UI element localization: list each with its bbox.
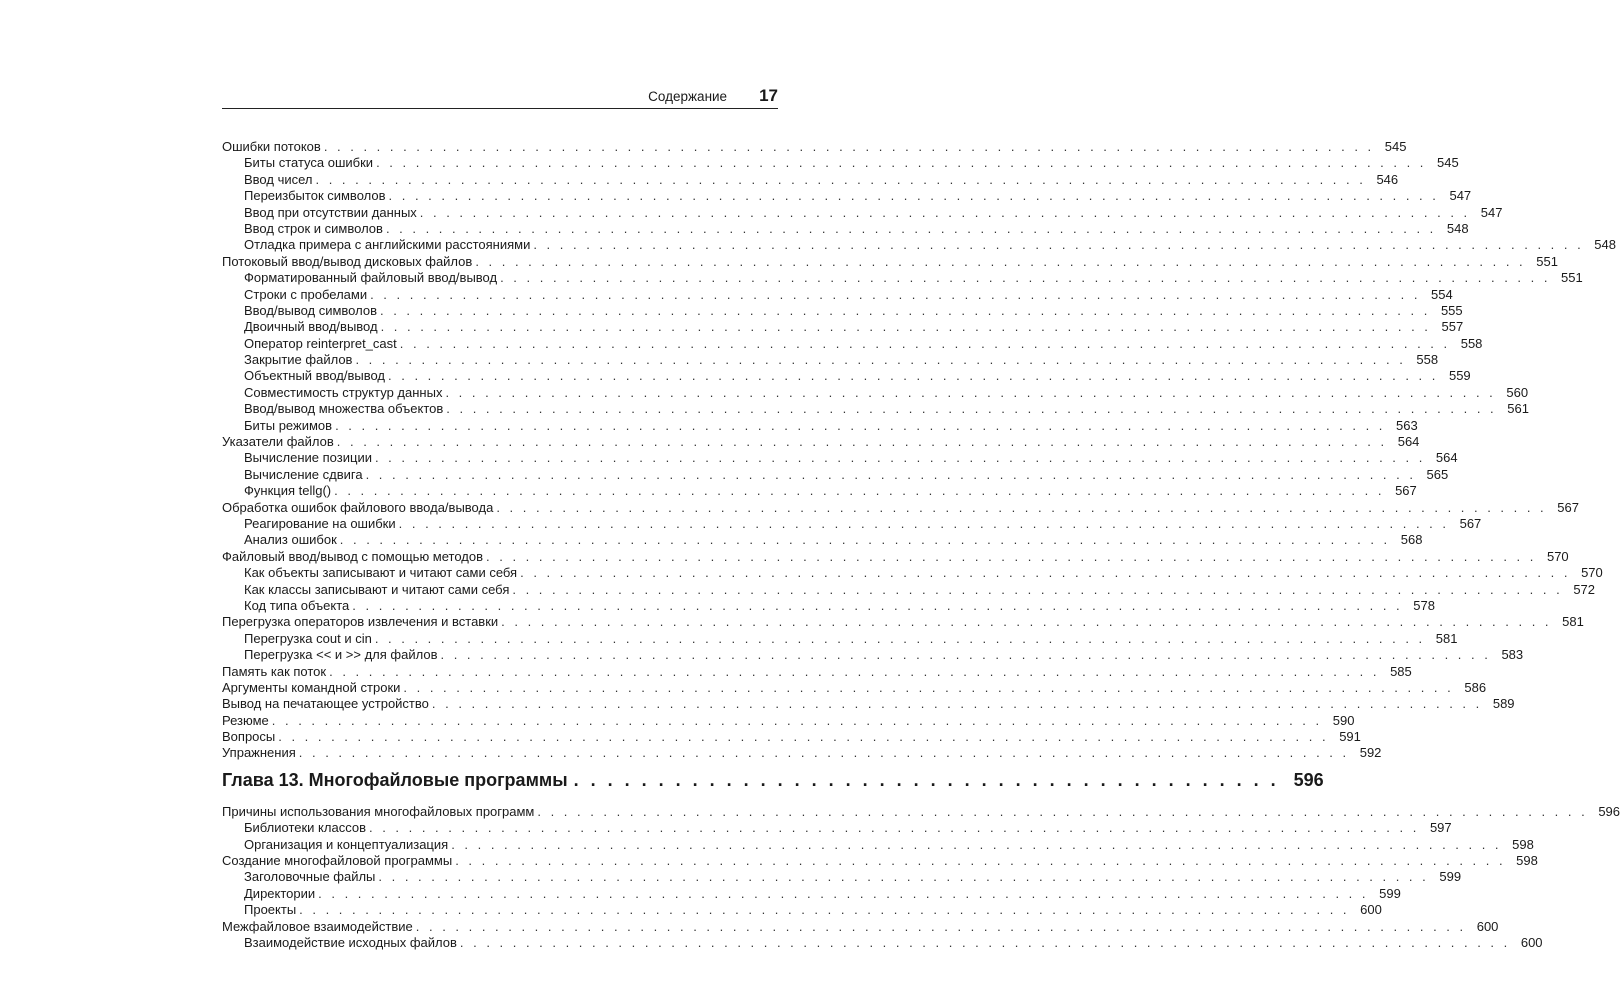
toc-subentry[interactable] xyxy=(222,581,1596,598)
toc-entry-title: Межфайловое взаимодействие xyxy=(222,918,413,934)
table-of-contents xyxy=(222,139,1620,951)
toc-entry-page: 547 xyxy=(1480,204,1503,220)
toc-entry-title: Как объекты записывают и читают сами себя xyxy=(244,565,518,581)
toc-entry-page: 548 xyxy=(1446,220,1469,236)
dot-leader: ................................................................................ xyxy=(398,515,1456,531)
toc-entry-title: Биты статуса ошибки xyxy=(244,155,374,171)
toc-entry-title: Биты режимов xyxy=(244,417,333,433)
toc-entry-title: Причины использования многофайловых программ xyxy=(222,803,535,819)
dot-leader: ................................................................................ xyxy=(299,902,1357,918)
toc-subentry[interactable] xyxy=(222,286,1453,303)
dot-leader: ................................................................................ xyxy=(335,417,1393,433)
toc-section-chapter-12 xyxy=(222,139,1616,762)
chapter-page: 596 xyxy=(1293,769,1324,790)
toc-subentry[interactable] xyxy=(222,302,1463,319)
toc-subentry[interactable] xyxy=(222,188,1472,204)
toc-subentry[interactable] xyxy=(222,532,1423,548)
toc-entry-title: Взаимодействие исходных файлов xyxy=(244,934,457,950)
toc-subentry[interactable] xyxy=(222,352,1439,368)
dot-leader: ................................................................................ xyxy=(431,696,1489,712)
dot-leader: ................................................................................ xyxy=(451,836,1509,852)
toc-entry[interactable] xyxy=(222,663,1412,680)
toc-entry-title: Отладка примера с английскими расстояниями xyxy=(244,237,531,253)
dot-leader: ................................................................................ xyxy=(278,729,1336,745)
toc-entry-page: 592 xyxy=(1359,745,1382,761)
toc-entry-title: Аргументы командной строки xyxy=(222,679,401,695)
toc-entry-page: 547 xyxy=(1449,188,1472,204)
toc-subentry[interactable] xyxy=(222,565,1603,581)
toc-entry-page: 598 xyxy=(1516,853,1538,869)
toc-subentry[interactable] xyxy=(222,384,1529,401)
dot-leader: ................................................................................ xyxy=(399,335,1457,351)
toc-entry-page: 546 xyxy=(1376,171,1399,187)
toc-entry[interactable] xyxy=(222,853,1538,869)
chapter-heading[interactable] xyxy=(222,768,1324,792)
toc-entry-title: Форматированный файловый ввод/вывод xyxy=(244,270,498,286)
toc-subentry[interactable] xyxy=(222,417,1418,434)
dot-leader: ................................................................................ xyxy=(388,368,1445,384)
toc-entry[interactable] xyxy=(222,139,1407,155)
dot-leader: ................................................................................ xyxy=(334,483,1392,499)
dot-leader: ................................................................................ xyxy=(403,679,1461,695)
dot-leader: ................................................................................ xyxy=(446,401,1504,417)
toc-entry-title: Вычисление позиции xyxy=(244,450,372,466)
toc-subentry[interactable] xyxy=(222,319,1464,335)
chapter-title: Глава 13. Многофайловые программы xyxy=(222,769,568,790)
toc-subentry[interactable] xyxy=(222,902,1382,918)
toc-entry[interactable] xyxy=(222,696,1515,712)
dot-leader: ................................................................................ xyxy=(415,918,1473,934)
toc-entry-title: Организация и концептуализация xyxy=(244,836,449,852)
toc-entry-page: 563 xyxy=(1396,417,1418,433)
toc-entry-page: 555 xyxy=(1440,302,1463,318)
dot-leader: ................................................................................ xyxy=(533,237,1591,253)
toc-entry-page: 554 xyxy=(1431,286,1453,302)
toc-entry-page: 600 xyxy=(1360,902,1382,918)
toc-subentry[interactable] xyxy=(222,171,1399,188)
toc-entry-page: 561 xyxy=(1507,401,1529,417)
dot-leader: ................................................................................ xyxy=(520,565,1578,581)
toc-entry-page: 600 xyxy=(1476,918,1499,934)
toc-entry[interactable] xyxy=(222,548,1569,565)
toc-entry-page: 560 xyxy=(1506,384,1529,400)
toc-entry-page: 545 xyxy=(1437,155,1459,171)
toc-entry-page: 565 xyxy=(1426,466,1449,482)
toc-entry-page: 586 xyxy=(1464,679,1487,695)
toc-entry-page: 578 xyxy=(1413,597,1435,613)
toc-entry-page: 548 xyxy=(1594,237,1616,253)
dot-leader: ................................................................................ xyxy=(315,171,1373,187)
dot-leader: ................................................................................ xyxy=(298,745,1356,761)
toc-entry-title: Проекты xyxy=(244,902,297,918)
toc-entry-page: 583 xyxy=(1501,647,1524,663)
toc-entry-title: Заголовочные файлы xyxy=(244,869,376,885)
dot-leader: ................................................................................ xyxy=(368,820,1426,836)
toc-entry[interactable] xyxy=(222,803,1620,820)
toc-entry-title: Обработка ошибок файлового ввода/вывода xyxy=(222,499,494,515)
toc-entry-title: Анализ ошибок xyxy=(244,532,337,548)
dot-leader: ................................................................................ xyxy=(271,712,1329,728)
dot-leader: ................................................................................ xyxy=(388,188,1446,204)
toc-entry-title: Ошибки потоков xyxy=(222,139,321,154)
toc-entry-page: 581 xyxy=(1435,630,1458,646)
toc-entry-title: Закрытие файлов xyxy=(244,352,353,368)
toc-entry-title: Директории xyxy=(244,885,316,901)
dot-leader: ................................................................................ xyxy=(323,139,1381,154)
toc-entry-page: 564 xyxy=(1435,450,1458,466)
toc-subentry[interactable] xyxy=(222,335,1483,352)
toc-entry-title: Потоковый ввод/вывод дисковых файлов xyxy=(222,253,473,269)
toc-subentry[interactable] xyxy=(222,885,1401,902)
toc-subentry[interactable] xyxy=(222,647,1524,663)
dot-leader: ................................................................................ xyxy=(512,581,1570,597)
toc-entry-page: 557 xyxy=(1441,319,1464,335)
toc-entry-page: 599 xyxy=(1379,885,1401,901)
toc-entry-page: 600 xyxy=(1520,934,1543,950)
toc-entry-page: 597 xyxy=(1429,820,1452,836)
toc-entry-page: 572 xyxy=(1573,581,1596,597)
dot-leader: ................................................................................ xyxy=(370,286,1428,302)
toc-entry-title: Ввод/вывод множества объектов xyxy=(244,401,444,417)
toc-entry-page: 599 xyxy=(1439,869,1462,885)
toc-entry-title: Вычисление сдвига xyxy=(244,466,363,482)
dot-leader: ................................................................................ xyxy=(376,155,1434,171)
toc-subentry[interactable] xyxy=(222,204,1503,221)
toc-entry-title: Реагирование на ошибки xyxy=(244,515,396,531)
toc-entry[interactable] xyxy=(222,434,1420,450)
dot-leader: ................................................................................ xyxy=(475,253,1533,269)
toc-entry-title: Строки с пробелами xyxy=(244,286,368,302)
toc-entry[interactable] xyxy=(222,679,1487,696)
toc-subentry[interactable] xyxy=(222,155,1459,171)
toc-entry-page: 564 xyxy=(1397,434,1420,450)
dot-leader: ................................................................................ xyxy=(419,204,1477,220)
toc-entry-page: 558 xyxy=(1460,335,1483,351)
toc-subentry[interactable] xyxy=(222,515,1482,532)
toc-subentry[interactable] xyxy=(222,401,1529,417)
dot-leader: ................................................................................ xyxy=(486,548,1543,564)
toc-entry-page: 559 xyxy=(1448,368,1471,384)
toc-entry-title: Перегрузка cout и cin xyxy=(244,630,372,646)
toc-entry-title: Объектный ввод/вывод xyxy=(244,368,386,384)
toc-entry-title: Перегрузка операторов извлечения и вставки xyxy=(222,614,499,630)
toc-entry-title: Ввод/вывод символов xyxy=(244,302,377,318)
dot-leader: ................................................................................ xyxy=(445,384,1503,400)
toc-entry-page: 558 xyxy=(1416,352,1439,368)
toc-subentry[interactable] xyxy=(222,483,1417,499)
toc-subentry[interactable] xyxy=(222,934,1543,951)
toc-entry-title: Совместимость структур данных xyxy=(244,384,443,400)
dot-leader: ................................................................................ xyxy=(380,319,1438,335)
dot-leader: .......................................... xyxy=(573,769,1288,790)
toc-subentry[interactable] xyxy=(222,220,1469,237)
dot-leader: ................................................................................ xyxy=(318,885,1376,901)
dot-leader: ................................................................................ xyxy=(355,352,1413,368)
toc-entry-page: 567 xyxy=(1395,483,1417,499)
dot-leader: ................................................................................ xyxy=(339,532,1397,548)
toc-entry-title: Резюме xyxy=(222,712,269,728)
toc-subentry[interactable] xyxy=(222,237,1616,253)
toc-entry[interactable] xyxy=(222,712,1355,729)
toc-entry-title: Ввод чисел xyxy=(244,171,313,187)
toc-entry[interactable] xyxy=(222,499,1579,516)
dot-leader: ................................................................................ xyxy=(537,803,1595,819)
toc-entry-title: Библиотеки классов xyxy=(244,820,366,836)
toc-entry-title: Ввод строк и символов xyxy=(244,220,383,236)
toc-subentry[interactable] xyxy=(222,869,1462,885)
running-header-title: Содержание xyxy=(648,89,728,104)
toc-entry-title: Вопросы xyxy=(222,729,276,745)
toc-entry-title: Ввод при отсутствии данных xyxy=(244,204,417,220)
toc-entry[interactable] xyxy=(222,745,1382,761)
toc-entry-page: 590 xyxy=(1332,712,1355,728)
dot-leader: ................................................................................ xyxy=(329,663,1387,679)
dot-leader: ................................................................................ xyxy=(374,450,1432,466)
toc-subentry[interactable] xyxy=(222,270,1583,286)
toc-entry-title: Как классы записывают и читают сами себя xyxy=(244,581,510,597)
toc-entry-page: 567 xyxy=(1557,499,1579,515)
toc-entry-page: 596 xyxy=(1598,803,1620,819)
toc-entry[interactable] xyxy=(222,614,1584,630)
toc-entry[interactable] xyxy=(222,729,1361,745)
toc-entry-page: 551 xyxy=(1561,270,1583,286)
dot-leader: ................................................................................ xyxy=(365,466,1423,482)
toc-subentry[interactable] xyxy=(222,597,1435,614)
toc-entry-page: 545 xyxy=(1384,139,1407,154)
toc-entry-title: Функция tellg() xyxy=(244,483,332,499)
toc-subentry[interactable] xyxy=(222,630,1458,647)
dot-leader: ................................................................................ xyxy=(378,869,1436,885)
page-number: 17 xyxy=(759,86,778,105)
toc-entry-title: Указатели файлов xyxy=(222,434,334,450)
toc-entry[interactable] xyxy=(222,918,1499,935)
toc-entry-title: Код типа объекта xyxy=(244,597,350,613)
dot-leader: ................................................................................ xyxy=(385,220,1443,236)
toc-entry-page: 589 xyxy=(1492,696,1515,712)
toc-entry-title: Переизбыток символов xyxy=(244,188,386,204)
dot-leader: ................................................................................ xyxy=(374,630,1432,646)
toc-entry-page: 551 xyxy=(1536,253,1558,269)
toc-subentry[interactable] xyxy=(222,820,1452,836)
toc-entry-page: 567 xyxy=(1459,515,1482,531)
toc-entry-title: Перегрузка << и >> для файлов xyxy=(244,647,438,663)
toc-section-chapter-13 xyxy=(222,803,1620,952)
toc-entry-title: Файловый ввод/вывод с помощью методов xyxy=(222,548,484,564)
toc-subentry[interactable] xyxy=(222,368,1471,384)
dot-leader: ................................................................................ xyxy=(336,434,1394,450)
toc-entry-page: 570 xyxy=(1546,548,1569,564)
dot-leader: ................................................................................ xyxy=(455,853,1513,869)
dot-leader: ................................................................................ xyxy=(459,934,1517,950)
toc-entry-title: Память как поток xyxy=(222,663,327,679)
dot-leader: ................................................................................ xyxy=(352,597,1410,613)
toc-entry-title: Вывод на печатающее устройство xyxy=(222,696,429,712)
toc-entry-title: Упражнения xyxy=(222,745,296,761)
toc-entry-title: Двоичный ввод/вывод xyxy=(244,319,378,335)
toc-subentry[interactable] xyxy=(222,450,1458,466)
toc-entry-title: Создание многофайловой программы xyxy=(222,853,453,869)
toc-entry-title: Оператор reinterpret_cast xyxy=(244,335,397,351)
dot-leader: ................................................................................ xyxy=(496,499,1554,515)
toc-subentry[interactable] xyxy=(222,466,1449,483)
running-header xyxy=(222,86,778,109)
dot-leader: ................................................................................ xyxy=(380,302,1437,318)
toc-entry-page: 581 xyxy=(1562,614,1584,630)
toc-entry-page: 568 xyxy=(1400,532,1423,548)
toc-entry-page: 598 xyxy=(1512,836,1534,852)
toc-entry[interactable] xyxy=(222,253,1558,270)
toc-entry-page: 585 xyxy=(1390,663,1412,679)
dot-leader: ................................................................................ xyxy=(440,647,1498,663)
toc-subentry[interactable] xyxy=(222,836,1534,853)
dot-leader: ................................................................................ xyxy=(501,614,1559,630)
toc-entry-page: 591 xyxy=(1339,729,1361,745)
toc-entry-page: 570 xyxy=(1581,565,1603,581)
dot-leader: ................................................................................ xyxy=(500,270,1558,286)
